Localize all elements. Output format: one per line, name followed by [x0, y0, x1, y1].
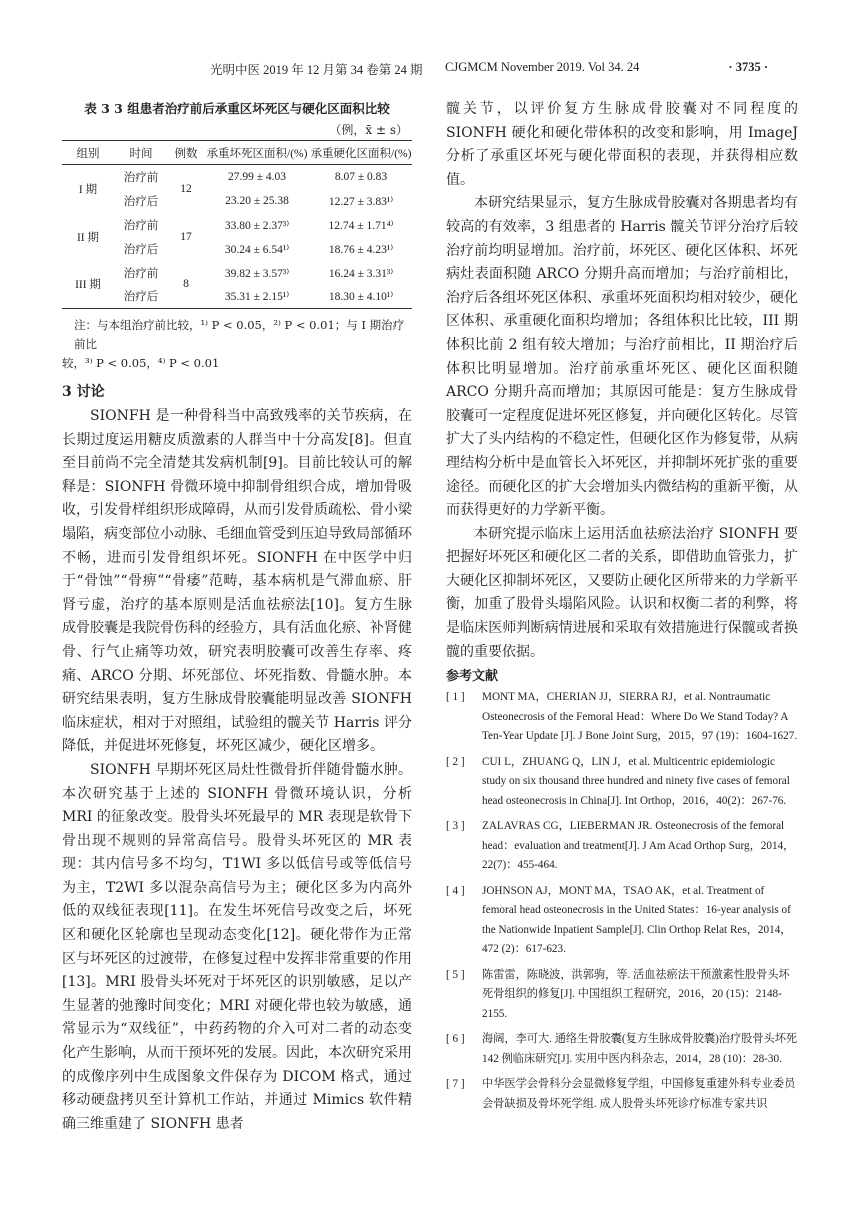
table-row [62, 261, 412, 285]
running-head [0, 60, 860, 84]
time-cell: 治疗前 [123, 267, 159, 280]
sclerosis-cell: 8.07 ± 0.83 [334, 170, 388, 183]
page-number: · 3735 · [728, 60, 768, 74]
reference-number: [ 1 ] [446, 691, 465, 704]
left-column [62, 98, 412, 1136]
table-row [62, 237, 412, 261]
group-cell: I 期 [78, 183, 98, 196]
reference-number: [ 2 ] [446, 755, 465, 768]
reference-number: [ 5 ] [446, 968, 465, 981]
group-cell: III 期 [62, 261, 114, 309]
necrosis-cell: 35.31 ± 2.15¹⁾ [204, 285, 310, 309]
reference-text: JOHNSON AJ，MONT MA，TSAO AK，et al. Treatment of femoral head osteonecrosis in the United States：16-year analysis of the Nationwide Inpatient Sample[J]. Clin Orthop Relat Res，2014，472 (2)：617-623. [482, 884, 792, 956]
table-unit: （例，x̄ ± s） [329, 123, 408, 137]
reference-text: CUI L，ZHUANG Q，LIN J，et al. Multicentric epidemiologic study on six thousand three hundred and ninety five cases of femoral head osteonecrosis in China[J]. Int Orthop，2016，40(2)：267-76. [482, 755, 790, 807]
right-column [446, 98, 798, 1120]
reference-number: [ 7 ] [446, 1078, 465, 1091]
reference-item [446, 753, 798, 812]
data-table [62, 140, 412, 309]
necrosis-cell: 27.99 ± 4.03 [227, 170, 287, 183]
reference-item [446, 688, 798, 747]
table-row [62, 213, 412, 237]
section-heading: 3 讨论 [62, 384, 105, 400]
reference-item [446, 882, 798, 960]
body-paragraph: 髋关节，以评价复方生脉成骨胶囊对不同程度的 SIONFH 硬化和硬化带体积的改变和影响，用 ImageJ 分析了承重区坏死与硬化带面积的表现，并获得相应数值。 [446, 101, 798, 188]
time-cell: 治疗前 [123, 171, 159, 184]
count-cell: 17 [180, 230, 192, 243]
table-header-row [62, 141, 412, 165]
reference-text: ZALAVRAS CG，LIEBERMAN JR. Osteonecrosis of the femoral head：evaluation and treatment[J]. J Am Acad Orthop Surg，2014，22(7)：455-464. [482, 820, 795, 872]
sclerosis-cell: 18.76 ± 4.23¹⁾ [328, 243, 394, 256]
body-paragraph: 本研究提示临床上运用活血祛瘀法治疗 SIONFH 要把握好坏死区和硬化区二者的关系，即借助血管张力，扩大硬化区抑制坏死区，又要防止硬化区所带来的力学新平衡，加重了股骨头塌陷风险。认识和权衡二者的利弊，将是临床医师判断病情进展和采取有效措施进行保髋或者换髋的重要依据。 [446, 525, 798, 660]
journal-name-cn: 光明中医 2019 年 12 月第 34 卷第 24 期 [210, 63, 423, 77]
body-paragraph: 本研究结果显示，复方生脉成骨胶囊对各期患者均有较高的有效率，3 组患者的 Harris 髋关节评分治疗后较治疗前均明显增加。治疗前，坏死区、硬化区体积、坏死病灶表面积随 ARCO 分期升高而增加；与治疗前相比，治疗后各组坏死区体积、承重坏死面积均相对较少，硬化区体积、承重硬化面积均增加；各组体积比比较，III 期体积比前 2 组有较大增加；与治疗前相比，II 期治疗后体积比明显增加。治疗前承重坏死区、硬化区面积随 ARCO 分期升高而增加；其原因可能是：复方生脉成骨胶囊可一定程度促进坏死区修复，并向硬化区转化。尽管扩大了头内结构的不稳定性，但硬化区作为修复带，从病理结构分析中是血管长入坏死区，并抑制坏死扩张的重要途径。而硬化区的扩大会增加头内微结构的重新平衡，从而获得更好的力学新平衡。 [446, 195, 798, 519]
reference-text: 中华医学会骨科分会显微修复学组，中国修复重建外科专业委员会骨缺损及骨坏死学组. 成人股骨头坏死诊疗标准专家共识 [482, 1078, 796, 1110]
table-note [62, 316, 412, 373]
reference-item [446, 1075, 798, 1114]
table-header-cell: 例数 [168, 141, 204, 165]
time-cell: 治疗后 [123, 243, 159, 256]
reference-list [446, 688, 798, 1114]
time-cell: 治疗前 [123, 219, 159, 232]
references-heading: 参考文献 [446, 669, 499, 685]
count-cell: 12 [180, 182, 192, 195]
time-cell: 治疗后 [123, 195, 159, 208]
necrosis-cell: 33.80 ± 2.37³⁾ [224, 219, 290, 232]
reference-text: MONT MA，CHERIAN JJ，SIERRA RJ，et al. Nontraumatic Osteonecrosis of the Femoral Head：Where Do We Stand Today? A Ten-Year Update [J]. J Bone Joint Surg，2015，97 (19)：1604-1627. [482, 691, 798, 743]
reference-number: [ 3 ] [446, 820, 465, 833]
sclerosis-cell: 12.74 ± 1.71⁴⁾ [328, 219, 394, 232]
reference-item [446, 1030, 798, 1069]
necrosis-cell: 23.20 ± 25.38 [225, 194, 289, 207]
group-cell: II 期 [76, 231, 100, 244]
reference-text: 陈雷雷，陈晓波，洪郭驹，等. 活血祛瘀法干预激素性股骨头坏死骨组织的修复[J]. 中国组织工程研究，2016，20 (15)：2148-2155. [482, 968, 790, 1020]
count-cell: 8 [168, 261, 204, 309]
sclerosis-cell: 12.27 ± 3.83¹⁾ [328, 195, 394, 208]
table-note-line: 较，³⁾ P < 0.05，⁴⁾ P < 0.01 [62, 356, 220, 370]
table-header-cell: 承重硬化区面积/(%) [310, 141, 412, 165]
body-paragraph: SIONFH 是一种骨科当中高致残率的关节疾病，在长期过度运用糖皮质激素的人群当中十分高发[8]。但直至目前尚不完全清楚其发病机制[9]。目前比较认可的解释是：SIONFH 骨微环境中抑制骨组织合成，增加骨吸收，引发骨样组织形成障碍，从而引发骨质疏松、骨小梁塌陷，病变部位小动脉、毛细血管受到压迫导致局部循环不畅，进而引发骨组织坏死。SIONFH 在中医学中归于“骨蚀”“骨痹”“骨痿”范畴，基本病机是气滞血瘀、肝肾亏虚，治疗的基本原则是活血祛瘀法[10]。复方生脉成骨胶囊是我院骨伤科的经验方，具有活血化瘀、补肾健骨、行气止痛等功效，研究表明胶囊可改善生存率、疼痛、ARCO 分期、坏死部位、坏死指数、骨髓水肿。本研究结果表明，复方生脉成骨胶囊能明显改善 SIONFH 临床症状，相对于对照组，试验组的髋关节 Harris 评分降低，并促进坏死修复，坏死区减少，硬化区增多。 [62, 408, 412, 755]
table-row [62, 285, 412, 309]
table-note-line: 注：与本组治疗前比较，¹⁾ P < 0.05，²⁾ P < 0.01；与 I 期治疗前比 [74, 318, 405, 351]
necrosis-cell: 39.82 ± 3.57³⁾ [224, 267, 290, 280]
necrosis-cell: 30.24 ± 6.54¹⁾ [224, 243, 290, 256]
table-row [62, 189, 412, 213]
table-header-cell: 时间 [114, 141, 168, 165]
table-header-cell: 承重坏死区面积/(%) [204, 141, 310, 165]
reference-item [446, 966, 798, 1025]
reference-number: [ 6 ] [446, 1033, 465, 1046]
table-caption: 表 3 3 组患者治疗前后承重区坏死区与硬化区面积比较 [84, 101, 390, 116]
table-header-cell: 组别 [62, 141, 114, 165]
time-cell: 治疗后 [114, 285, 168, 309]
journal-name-en: CJGMCM November 2019. Vol 34. 24 [445, 60, 640, 74]
reference-number: [ 4 ] [446, 884, 465, 897]
sclerosis-cell: 18.30 ± 4.10¹⁾ [310, 285, 412, 309]
reference-item [446, 817, 798, 876]
reference-text: 海阔，李可大. 通络生骨胶囊(复方生脉成骨胶囊)治疗股骨头坏死 142 例临床研究[J]. 实用中医内科杂志，2014，28 (10)：28-30. [482, 1033, 798, 1065]
sclerosis-cell: 16.24 ± 3.31³⁾ [328, 267, 394, 280]
body-paragraph: SIONFH 早期坏死区局灶性微骨折伴随骨髓水肿。本次研究基于上述的 SIONFH 骨微环境认识，分析 MRI 的征象改变。股骨头坏死最早的 MR 表现是软骨下骨出现不规则的异常高信号。股骨头坏死区的 MR 表现：其内信号多不均匀，T1WI 多以低信号或等低信号为主，T2WI 多以混杂高信号为主；硬化区多为内高外低的双线征表现[11]。在发生坏死信号改变之后，坏死区和硬化区轮廓也呈现动态变化[12]。硬化带作为正常区与坏死区的过渡带，在修复过程中发挥非常重要的作用[13]。MRI 股骨头坏死对于坏死区的识别敏感，足以产生显著的弛豫时间变化；MRI 对硬化带也较为敏感，通常显示为“双线征”，中药药物的介入可对二者的动态变化产生影响，从而干预坏死的发展。因此，本次研究采用的成像序列中生成图象文件保存为 DICOM 格式，通过移动硬盘拷贝至计算机工作站，并通过 Mimics 软件精确三维重建了 SIONFH 患者 [62, 761, 412, 1132]
table-row [62, 165, 412, 189]
